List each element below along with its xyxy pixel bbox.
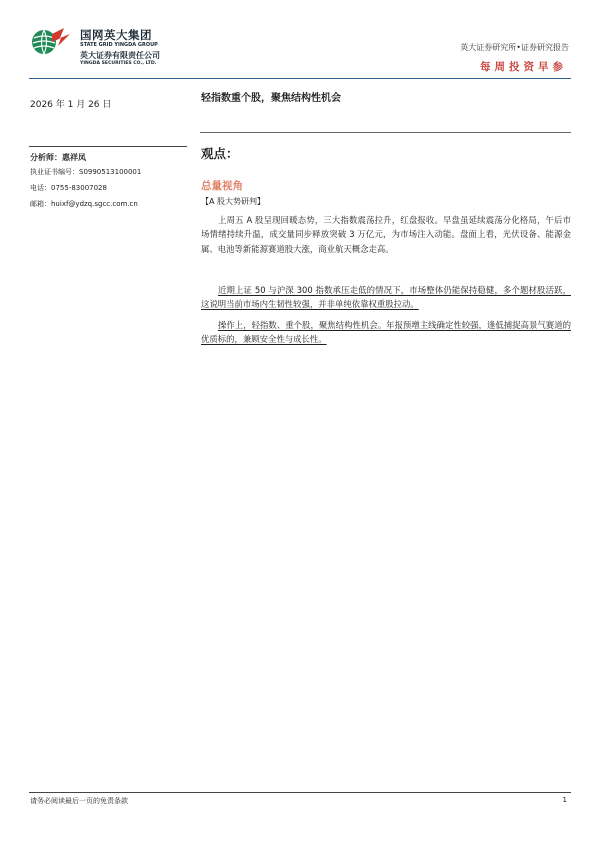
paragraph-2-text: 近期上证 50 与沪深 300 指数承压走低的情况下，市场整体仍能保持稳健，多个题材股活跃，这说明当前市场内生韧性较强，并非单纯依靠权重股拉动。 [201, 285, 571, 310]
logo-group-name: 国网英大集团 [80, 28, 152, 42]
paragraph-3 [201, 318, 571, 347]
footer-disclaimer: 请务必阅读最后一页的免责条款 [30, 797, 128, 805]
report-date: 2026 年 1 月 26 日 [30, 100, 112, 110]
footer-divider [29, 792, 571, 793]
paragraph-1-text: 上周五 A 股呈现回暖态势，三大指数震荡拉升，红盘报收。早盘虽延续震荡分化格局，午后市场情绪持续升温，成交量同步释放突破 3 万亿元，为市场注入动能。盘面上看，光伏设备、能源金属、电池等新能源赛道股大涨，商业航天概念走高。 [201, 215, 571, 254]
paragraph-1 [201, 213, 571, 256]
subsection-title: 【A 股大势研判】 [201, 197, 266, 206]
analyst-email[interactable]: 邮箱：huixf@ydzq.sgcc.com.cn [30, 200, 138, 208]
header-divider [29, 78, 571, 79]
report-title: 轻指数重个股，聚焦结构性机会 [201, 93, 341, 104]
company-logo-icon [30, 24, 72, 60]
paragraph-2 [201, 283, 571, 312]
page-number: 1 [562, 796, 567, 804]
institute-label: 英大证券研究所•证券研究报告 [460, 43, 569, 52]
analyst-phone: 电话：0755-83007028 [30, 184, 107, 192]
viewpoint-label: 观点： [201, 146, 239, 161]
report-type: 每周投资早参 [480, 61, 567, 73]
company-name: 英大证券有限责任公司 [80, 51, 160, 60]
analyst-divider [29, 146, 187, 147]
logo-group-name-en: STATE GRID YINGDA GROUP [80, 42, 158, 48]
company-name-en: YINGDA SECURITIES CO., LTD. [80, 61, 157, 66]
analyst-name: 分析师：惠祥凤 [30, 153, 86, 162]
analyst-license: 执业证书编号：S0990513100001 [30, 168, 142, 176]
title-divider [200, 132, 571, 133]
paragraph-3-text: 操作上，轻指数、重个股，聚焦结构性机会。年报预增主线确定性较强，逢低捕捉高景气赛道的优质标的，兼顾安全性与成长性。 [201, 320, 571, 345]
section-title: 总量视角 [201, 180, 243, 192]
